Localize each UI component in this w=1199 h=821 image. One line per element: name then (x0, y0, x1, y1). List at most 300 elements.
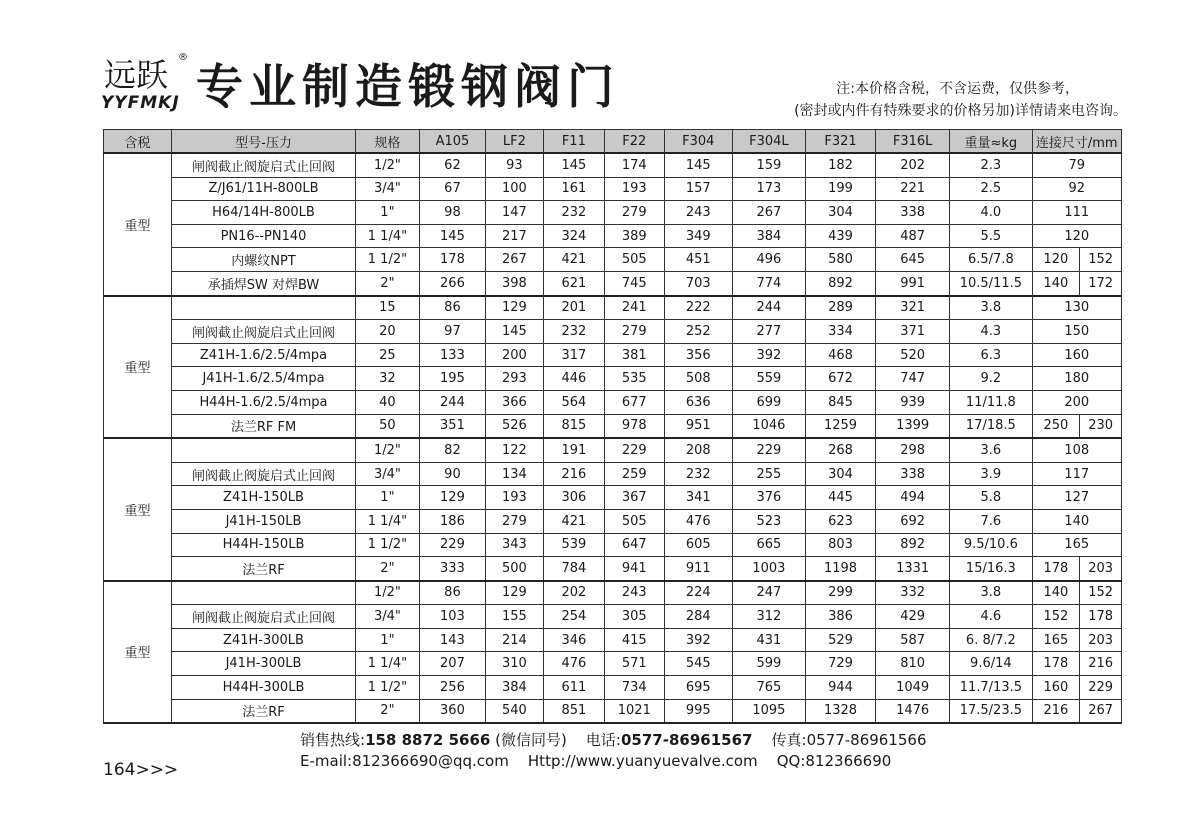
price-cell: 747 (876, 367, 950, 391)
size-cell: 1 1/2" (355, 533, 419, 557)
price-cell: 978 (604, 414, 664, 438)
price-cell: 677 (604, 390, 664, 414)
table-row (104, 486, 1122, 510)
size-cell: 1/2" (355, 438, 419, 462)
price-cell: 279 (604, 320, 664, 344)
price-cell: 494 (876, 486, 950, 510)
price-cell: 279 (485, 509, 543, 533)
price-cell: 229 (419, 533, 485, 557)
price-cell: 193 (485, 486, 543, 510)
price-cell: 520 (876, 343, 950, 367)
price-cell: 421 (543, 509, 604, 533)
price-cell: 611 (543, 676, 604, 700)
connection-size-cell: 216 (1032, 699, 1080, 723)
price-cell: 1003 (732, 557, 805, 581)
price-cell: 304 (805, 462, 875, 486)
price-cell: 244 (419, 390, 485, 414)
connection-size-cell: 216 (1080, 652, 1122, 676)
model-cell: 闸阀截止阀旋启式止回阀 (172, 462, 356, 486)
size-cell: 50 (355, 414, 419, 438)
connection-size-cell: 140 (1032, 509, 1122, 533)
price-cell: 241 (604, 296, 664, 320)
model-cell: H44H-150LB (172, 533, 356, 557)
tax-type-cell: 重型 (104, 153, 172, 296)
price-cell: 468 (805, 343, 875, 367)
connection-size-cell: 178 (1032, 557, 1080, 581)
price-cell: 229 (604, 438, 664, 462)
price-cell: 351 (419, 414, 485, 438)
price-cell: 623 (805, 509, 875, 533)
table-row (104, 557, 1122, 581)
connection-size-cell: 150 (1032, 320, 1122, 344)
price-cell: 145 (543, 153, 604, 177)
price-cell: 745 (604, 271, 664, 295)
connection-size-cell: 120 (1032, 224, 1122, 248)
price-cell: 97 (419, 320, 485, 344)
price-cell: 446 (543, 367, 604, 391)
price-cell: 1331 (876, 557, 950, 581)
price-cell: 277 (732, 320, 805, 344)
model-cell: 内螺纹NPT (172, 248, 356, 272)
price-cell: 439 (805, 224, 875, 248)
price-cell: 232 (543, 320, 604, 344)
table-row (104, 248, 1122, 272)
price-cell: 217 (485, 224, 543, 248)
price-cell: 129 (485, 296, 543, 320)
price-cell: 266 (419, 271, 485, 295)
model-cell: 法兰RF (172, 699, 356, 723)
price-cell: 540 (485, 699, 543, 723)
price-cell: 939 (876, 390, 950, 414)
size-cell: 1 1/4" (355, 652, 419, 676)
weight-cell: 2.5 (950, 177, 1032, 201)
model-cell: J41H-150LB (172, 509, 356, 533)
price-cell: 143 (419, 628, 485, 652)
weight-cell: 7.6 (950, 509, 1032, 533)
connection-size-cell: 180 (1032, 367, 1122, 391)
hotline-note: (微信同号) (495, 731, 567, 749)
price-cell: 289 (805, 296, 875, 320)
model-cell: 法兰RF FM (172, 414, 356, 438)
price-cell: 703 (664, 271, 732, 295)
price-cell: 86 (419, 581, 485, 605)
price-cell: 381 (604, 343, 664, 367)
brand-name-en: YYFMKJ (101, 93, 180, 113)
price-cell: 367 (604, 486, 664, 510)
weight-cell: 17.5/23.5 (950, 699, 1032, 723)
column-header: F304L (732, 130, 805, 154)
price-note-line-2: (密封或内件有特殊要求的价格另加)详情请来电咨询。 (794, 103, 1127, 119)
price-cell: 134 (485, 462, 543, 486)
phone-label: 电话: (585, 731, 621, 749)
weight-cell: 4.3 (950, 320, 1032, 344)
price-cell: 376 (732, 486, 805, 510)
model-cell: Z41H-300LB (172, 628, 356, 652)
table-row (104, 224, 1122, 248)
size-cell: 1 1/4" (355, 509, 419, 533)
price-cell: 122 (485, 438, 543, 462)
price-cell: 505 (604, 509, 664, 533)
connection-size-cell: 178 (1080, 605, 1122, 629)
price-cell: 129 (485, 581, 543, 605)
price-cell: 545 (664, 652, 732, 676)
price-cell: 815 (543, 414, 604, 438)
price-note-line-1: 注:本价格含税，不含运费，仅供参考， (836, 81, 1079, 97)
price-cell: 267 (485, 248, 543, 272)
price-cell: 398 (485, 271, 543, 295)
price-cell: 193 (604, 177, 664, 201)
table-row (104, 628, 1122, 652)
tax-type-cell: 重型 (104, 438, 172, 581)
model-cell: 闸阀截止阀旋启式止回阀 (172, 320, 356, 344)
connection-size-cell: 140 (1032, 271, 1080, 295)
price-cell: 208 (664, 438, 732, 462)
size-cell: 1" (355, 486, 419, 510)
price-cell: 207 (419, 652, 485, 676)
price-cell: 505 (604, 248, 664, 272)
price-cell: 941 (604, 557, 664, 581)
price-cell: 232 (543, 201, 604, 225)
size-cell: 3/4" (355, 605, 419, 629)
email-address: E-mail:812366690@qq.com (300, 752, 509, 770)
price-cell: 145 (664, 153, 732, 177)
size-cell: 1 1/2" (355, 248, 419, 272)
price-cell: 103 (419, 605, 485, 629)
model-cell: 闸阀截止阀旋启式止回阀 (172, 605, 356, 629)
size-cell: 25 (355, 343, 419, 367)
price-cell: 267 (732, 201, 805, 225)
model-cell: 闸阀截止阀旋启式止回阀 (172, 153, 356, 177)
connection-size-cell: 200 (1032, 390, 1122, 414)
price-cell: 284 (664, 605, 732, 629)
tax-type-cell: 重型 (104, 581, 172, 724)
hotline-label: 销售热线: (300, 731, 366, 749)
column-header: F304 (664, 130, 732, 154)
price-cell: 529 (805, 628, 875, 652)
size-cell: 2" (355, 557, 419, 581)
price-cell: 392 (732, 343, 805, 367)
price-cell: 599 (732, 652, 805, 676)
connection-size-cell: 152 (1032, 605, 1080, 629)
weight-cell: 6. 8/7.2 (950, 628, 1032, 652)
price-cell: 191 (543, 438, 604, 462)
price-cell: 415 (604, 628, 664, 652)
price-cell: 892 (876, 533, 950, 557)
price-table (103, 129, 1122, 724)
price-cell: 195 (419, 367, 485, 391)
price-cell: 305 (604, 605, 664, 629)
price-cell: 161 (543, 177, 604, 201)
price-cell: 186 (419, 509, 485, 533)
price-cell: 496 (732, 248, 805, 272)
connection-size-cell: 120 (1032, 248, 1080, 272)
price-cell: 173 (732, 177, 805, 201)
price-cell: 765 (732, 676, 805, 700)
price-cell: 559 (732, 367, 805, 391)
price-cell: 133 (419, 343, 485, 367)
price-cell: 93 (485, 153, 543, 177)
model-cell: J41H-300LB (172, 652, 356, 676)
price-cell: 268 (805, 438, 875, 462)
price-cell: 254 (543, 605, 604, 629)
price-cell: 67 (419, 177, 485, 201)
price-cell: 346 (543, 628, 604, 652)
size-cell: 15 (355, 296, 419, 320)
column-header: F22 (604, 130, 664, 154)
price-cell: 371 (876, 320, 950, 344)
price-cell: 159 (732, 153, 805, 177)
price-cell: 310 (485, 652, 543, 676)
price-cell: 312 (732, 605, 805, 629)
size-cell: 1/2" (355, 581, 419, 605)
model-cell: 法兰RF (172, 557, 356, 581)
price-cell: 98 (419, 201, 485, 225)
column-header: 规格 (355, 130, 419, 154)
column-header: 重量≈kg (950, 130, 1032, 154)
connection-size-cell: 267 (1080, 699, 1122, 723)
connection-size-cell: 160 (1032, 676, 1080, 700)
connection-size-cell: 229 (1080, 676, 1122, 700)
model-cell: Z41H-150LB (172, 486, 356, 510)
size-cell: 40 (355, 390, 419, 414)
price-cell: 321 (876, 296, 950, 320)
contact-line-1 (300, 729, 927, 750)
price-cell: 1399 (876, 414, 950, 438)
table-row (104, 201, 1122, 225)
price-cell: 951 (664, 414, 732, 438)
price-cell: 247 (732, 581, 805, 605)
weight-cell: 3.6 (950, 438, 1032, 462)
price-cell: 298 (876, 438, 950, 462)
price-cell: 1476 (876, 699, 950, 723)
table-row (104, 462, 1122, 486)
price-cell: 147 (485, 201, 543, 225)
column-header: F316L (876, 130, 950, 154)
registered-mark: ® (178, 52, 188, 63)
weight-cell: 11.7/13.5 (950, 676, 1032, 700)
table-row (104, 177, 1122, 201)
price-cell: 304 (805, 201, 875, 225)
size-cell: 2" (355, 699, 419, 723)
price-cell: 695 (664, 676, 732, 700)
table-row (104, 533, 1122, 557)
connection-size-cell: 165 (1032, 628, 1080, 652)
price-cell: 645 (876, 248, 950, 272)
price-cell: 216 (543, 462, 604, 486)
price-cell: 699 (732, 390, 805, 414)
table-row (104, 414, 1122, 438)
price-cell: 1095 (732, 699, 805, 723)
price-cell: 539 (543, 533, 604, 557)
price-cell: 647 (604, 533, 664, 557)
price-cell: 621 (543, 271, 604, 295)
price-cell: 221 (876, 177, 950, 201)
price-cell: 1198 (805, 557, 875, 581)
model-cell (172, 581, 356, 605)
size-cell: 3/4" (355, 462, 419, 486)
price-cell: 62 (419, 153, 485, 177)
price-cell: 580 (805, 248, 875, 272)
price-cell: 366 (485, 390, 543, 414)
table-row (104, 343, 1122, 367)
price-cell: 299 (805, 581, 875, 605)
price-cell: 451 (664, 248, 732, 272)
table-row (104, 652, 1122, 676)
table-row (104, 581, 1122, 605)
price-cell: 389 (604, 224, 664, 248)
price-cell: 526 (485, 414, 543, 438)
column-header: LF2 (485, 130, 543, 154)
price-cell: 201 (543, 296, 604, 320)
price-cell: 174 (604, 153, 664, 177)
price-cell: 729 (805, 652, 875, 676)
weight-cell: 10.5/11.5 (950, 271, 1032, 295)
table-row (104, 390, 1122, 414)
connection-size-cell: 108 (1032, 438, 1122, 462)
weight-cell: 15/16.3 (950, 557, 1032, 581)
weight-cell: 3.8 (950, 296, 1032, 320)
price-cell: 306 (543, 486, 604, 510)
price-cell: 338 (876, 462, 950, 486)
table-row (104, 509, 1122, 533)
price-cell: 182 (805, 153, 875, 177)
price-cell: 129 (419, 486, 485, 510)
price-cell: 784 (543, 557, 604, 581)
price-cell: 810 (876, 652, 950, 676)
price-cell: 636 (664, 390, 732, 414)
price-cell: 349 (664, 224, 732, 248)
size-cell: 20 (355, 320, 419, 344)
model-cell (172, 438, 356, 462)
model-cell: Z41H-1.6/2.5/4mpa (172, 343, 356, 367)
price-cell: 392 (664, 628, 732, 652)
price-cell: 1049 (876, 676, 950, 700)
size-cell: 1 1/2" (355, 676, 419, 700)
tax-type-cell: 重型 (104, 296, 172, 439)
connection-size-cell: 178 (1032, 652, 1080, 676)
connection-size-cell: 203 (1080, 557, 1122, 581)
website-url: Http://www.yuanyuevalve.com (527, 752, 758, 770)
model-cell: 承插焊SW 对焊BW (172, 271, 356, 295)
price-cell: 259 (604, 462, 664, 486)
price-cell: 333 (419, 557, 485, 581)
contact-line-2 (300, 752, 891, 770)
price-cell: 384 (732, 224, 805, 248)
price-cell: 338 (876, 201, 950, 225)
connection-size-cell: 117 (1032, 462, 1122, 486)
price-cell: 255 (732, 462, 805, 486)
size-cell: 32 (355, 367, 419, 391)
brand-name-cn: 远跃 (104, 56, 169, 94)
price-cell: 571 (604, 652, 664, 676)
connection-size-cell: 172 (1080, 271, 1122, 295)
size-cell: 1/2" (355, 153, 419, 177)
price-cell: 279 (604, 201, 664, 225)
weight-cell: 5.5 (950, 224, 1032, 248)
price-cell: 476 (664, 509, 732, 533)
fax-number: 传真:0577-86961566 (771, 731, 927, 749)
price-cell: 429 (876, 605, 950, 629)
table-row (104, 605, 1122, 629)
price-cell: 995 (664, 699, 732, 723)
price-cell: 892 (805, 271, 875, 295)
price-cell: 665 (732, 533, 805, 557)
price-cell: 100 (485, 177, 543, 201)
price-cell: 523 (732, 509, 805, 533)
connection-size-cell: 111 (1032, 201, 1122, 225)
weight-cell: 9.6/14 (950, 652, 1032, 676)
column-header: F321 (805, 130, 875, 154)
weight-cell: 5.8 (950, 486, 1032, 510)
connection-size-cell: 165 (1032, 533, 1122, 557)
price-cell: 214 (485, 628, 543, 652)
price-cell: 944 (805, 676, 875, 700)
price-cell: 332 (876, 581, 950, 605)
table-row (104, 271, 1122, 295)
weight-cell: 11/11.8 (950, 390, 1032, 414)
weight-cell: 3.9 (950, 462, 1032, 486)
price-cell: 256 (419, 676, 485, 700)
price-cell: 243 (604, 581, 664, 605)
price-cell: 386 (805, 605, 875, 629)
price-cell: 90 (419, 462, 485, 486)
price-cell: 229 (732, 438, 805, 462)
model-cell: PN16--PN140 (172, 224, 356, 248)
price-cell: 343 (485, 533, 543, 557)
price-cell: 911 (664, 557, 732, 581)
price-cell: 1328 (805, 699, 875, 723)
weight-cell: 2.3 (950, 153, 1032, 177)
connection-size-cell: 230 (1080, 414, 1122, 438)
column-header: F11 (543, 130, 604, 154)
price-cell: 155 (485, 605, 543, 629)
model-cell: H44H-1.6/2.5/4mpa (172, 390, 356, 414)
connection-size-cell: 127 (1032, 486, 1122, 510)
price-cell: 734 (604, 676, 664, 700)
price-cell: 851 (543, 699, 604, 723)
price-cell: 535 (604, 367, 664, 391)
phone-number: 0577-86961567 (620, 731, 753, 749)
price-cell: 293 (485, 367, 543, 391)
model-cell: H64/14H-800LB (172, 201, 356, 225)
connection-size-cell: 92 (1032, 177, 1122, 201)
connection-size-cell: 203 (1080, 628, 1122, 652)
price-cell: 317 (543, 343, 604, 367)
size-cell: 2" (355, 271, 419, 295)
price-cell: 178 (419, 248, 485, 272)
price-cell: 508 (664, 367, 732, 391)
price-cell: 1021 (604, 699, 664, 723)
price-cell: 252 (664, 320, 732, 344)
price-cell: 692 (876, 509, 950, 533)
connection-size-cell: 160 (1032, 343, 1122, 367)
price-cell: 605 (664, 533, 732, 557)
price-cell: 421 (543, 248, 604, 272)
qq-number: QQ:812366690 (776, 752, 892, 770)
price-cell: 587 (876, 628, 950, 652)
size-cell: 1" (355, 628, 419, 652)
price-cell: 672 (805, 367, 875, 391)
price-cell: 356 (664, 343, 732, 367)
connection-size-cell: 140 (1032, 581, 1080, 605)
weight-cell: 4.6 (950, 605, 1032, 629)
table-row (104, 676, 1122, 700)
price-cell: 341 (664, 486, 732, 510)
weight-cell: 6.3 (950, 343, 1032, 367)
weight-cell: 6.5/7.8 (950, 248, 1032, 272)
price-cell: 774 (732, 271, 805, 295)
price-cell: 86 (419, 296, 485, 320)
